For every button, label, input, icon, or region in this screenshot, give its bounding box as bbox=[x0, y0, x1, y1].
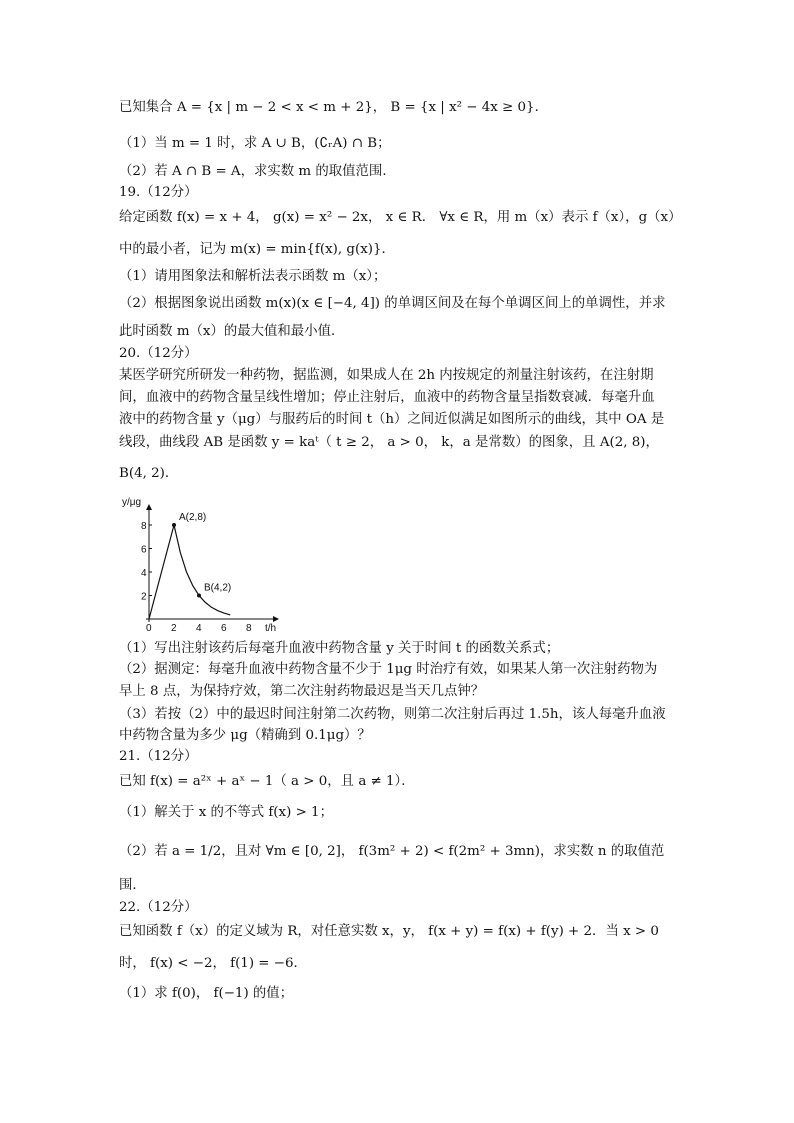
line-14: 线段，曲线段 AB 是函数 y = kaᵗ（ t ≥ 2， a > 0， k，a 是常数）的图象，且 A(2, 8)， bbox=[119, 435, 659, 450]
drug-concentration-chart bbox=[118, 493, 286, 633]
line-5: 给定函数 f(x) = x + 4， g(x) = x² − 2x， x ∈ R． ∀x ∈ R，用 m（x）表示 f（x），g（x） bbox=[119, 210, 682, 225]
line-18: 早上 8 点，为保持疗效，第二次注射药物最迟是当天几点钟？ bbox=[119, 684, 485, 699]
line-7: （1）请用图象法和解析法表示函数 m（x）； bbox=[119, 269, 387, 284]
point-marker bbox=[197, 594, 201, 598]
line-12: 间，血液中的药物含量呈线性增加；停止注射后，血液中的药物含量呈指数衰减．每毫升血 bbox=[119, 390, 655, 405]
line-2: （1）当 m = 1 时，求 A ∪ B，(∁ᵣA) ∩ B； bbox=[119, 136, 391, 151]
x-tick-label: 6 bbox=[221, 623, 227, 633]
line-9: 此时函数 m（x）的最大值和最小值． bbox=[119, 324, 345, 339]
line-11: 某医学研究所研发一种药物，据监测，如果成人在 2h 内按规定的剂量注射该药，在注射期 bbox=[119, 368, 654, 383]
line-17: （2）据测定：每毫升血液中药物含量不少于 1μg 时治疗有效，如果某人第一次注射药物为 bbox=[119, 662, 658, 677]
problem-20-header: 20.（12分） bbox=[119, 346, 198, 361]
line-25: 围． bbox=[119, 878, 146, 893]
y-tick-label: 6 bbox=[141, 544, 147, 556]
line-20: 中药物含量为多少 μg（精确到 0.1μg）？ bbox=[119, 728, 371, 743]
x-axis-label: t/h bbox=[265, 623, 277, 633]
line-16: （1）写出注射该药后每毫升血液中药物含量 y 关于时间 t 的函数关系式； bbox=[119, 641, 560, 656]
line-6: 中的最小者，记为 m(x) = min{f(x), g(x)}． bbox=[119, 242, 395, 257]
y-tick-label: 8 bbox=[141, 521, 147, 532]
point-label: B(4,2) bbox=[204, 582, 232, 594]
x-tick-label: 8 bbox=[246, 623, 252, 633]
y-tick-label: 4 bbox=[141, 568, 147, 579]
line-29: （1）求 f(0)， f(−1) 的值； bbox=[119, 986, 294, 1001]
line-28: 时， f(x) < −2， f(1) = −6． bbox=[119, 956, 307, 971]
x-tick-label: 2 bbox=[171, 623, 177, 633]
x-tick-label: 4 bbox=[196, 623, 202, 633]
point-label: A(2,8) bbox=[179, 512, 207, 523]
point-marker bbox=[172, 523, 176, 527]
y-tick-label: 2 bbox=[141, 591, 147, 603]
problem-22-header: 22.（12分） bbox=[119, 900, 198, 915]
y-axis-label: y/μg bbox=[122, 497, 142, 508]
line-19: （3）若按（2）中的最迟时间注射第二次药物，则第二次注射后再过 1.5h，该人每毫升血液 bbox=[119, 707, 666, 722]
problem-21-header: 21.（12分） bbox=[119, 749, 198, 764]
problem-19-header: 19.（12分） bbox=[119, 185, 198, 200]
line-8: （2）根据图象说出函数 m(x)(x ∈ [−4, 4]) 的单调区间及在每个单调区间上的单调性，并求 bbox=[119, 296, 666, 311]
line-27: 已知函数 f（x）的定义域为 R，对任意实数 x，y， f(x + y) = f(x) + f(y) + 2．当 x > 0 bbox=[119, 924, 659, 939]
line-24: （2）若 a = 1/2，且对 ∀m ∈ [0, 2]， f(3m² + 2) < f(2m² + 3mn)，求实数 n 的取值范 bbox=[119, 844, 665, 859]
line-13: 液中的药物含量 y（μg）与服药后的时间 t（h）之间近似满足如图所示的曲线，其中 OA 是 bbox=[119, 412, 665, 427]
x-tick-label: 0 bbox=[146, 623, 152, 633]
line-3: （2）若 A ∩ B = A，求实数 m 的取值范围． bbox=[119, 164, 396, 179]
line-1: 已知集合 A = {x | m − 2 < x < m + 2}， B = {x | x² − 4x ≥ 0}． bbox=[119, 100, 548, 115]
series-curve bbox=[149, 525, 230, 619]
line-22: 已知 f(x) = a²ˣ + aˣ − 1（ a > 0，且 a ≠ 1）． bbox=[119, 774, 415, 789]
line-23: （1）解关于 x 的不等式 f(x) > 1； bbox=[119, 805, 333, 820]
line-15: B(4, 2)． bbox=[119, 466, 179, 481]
